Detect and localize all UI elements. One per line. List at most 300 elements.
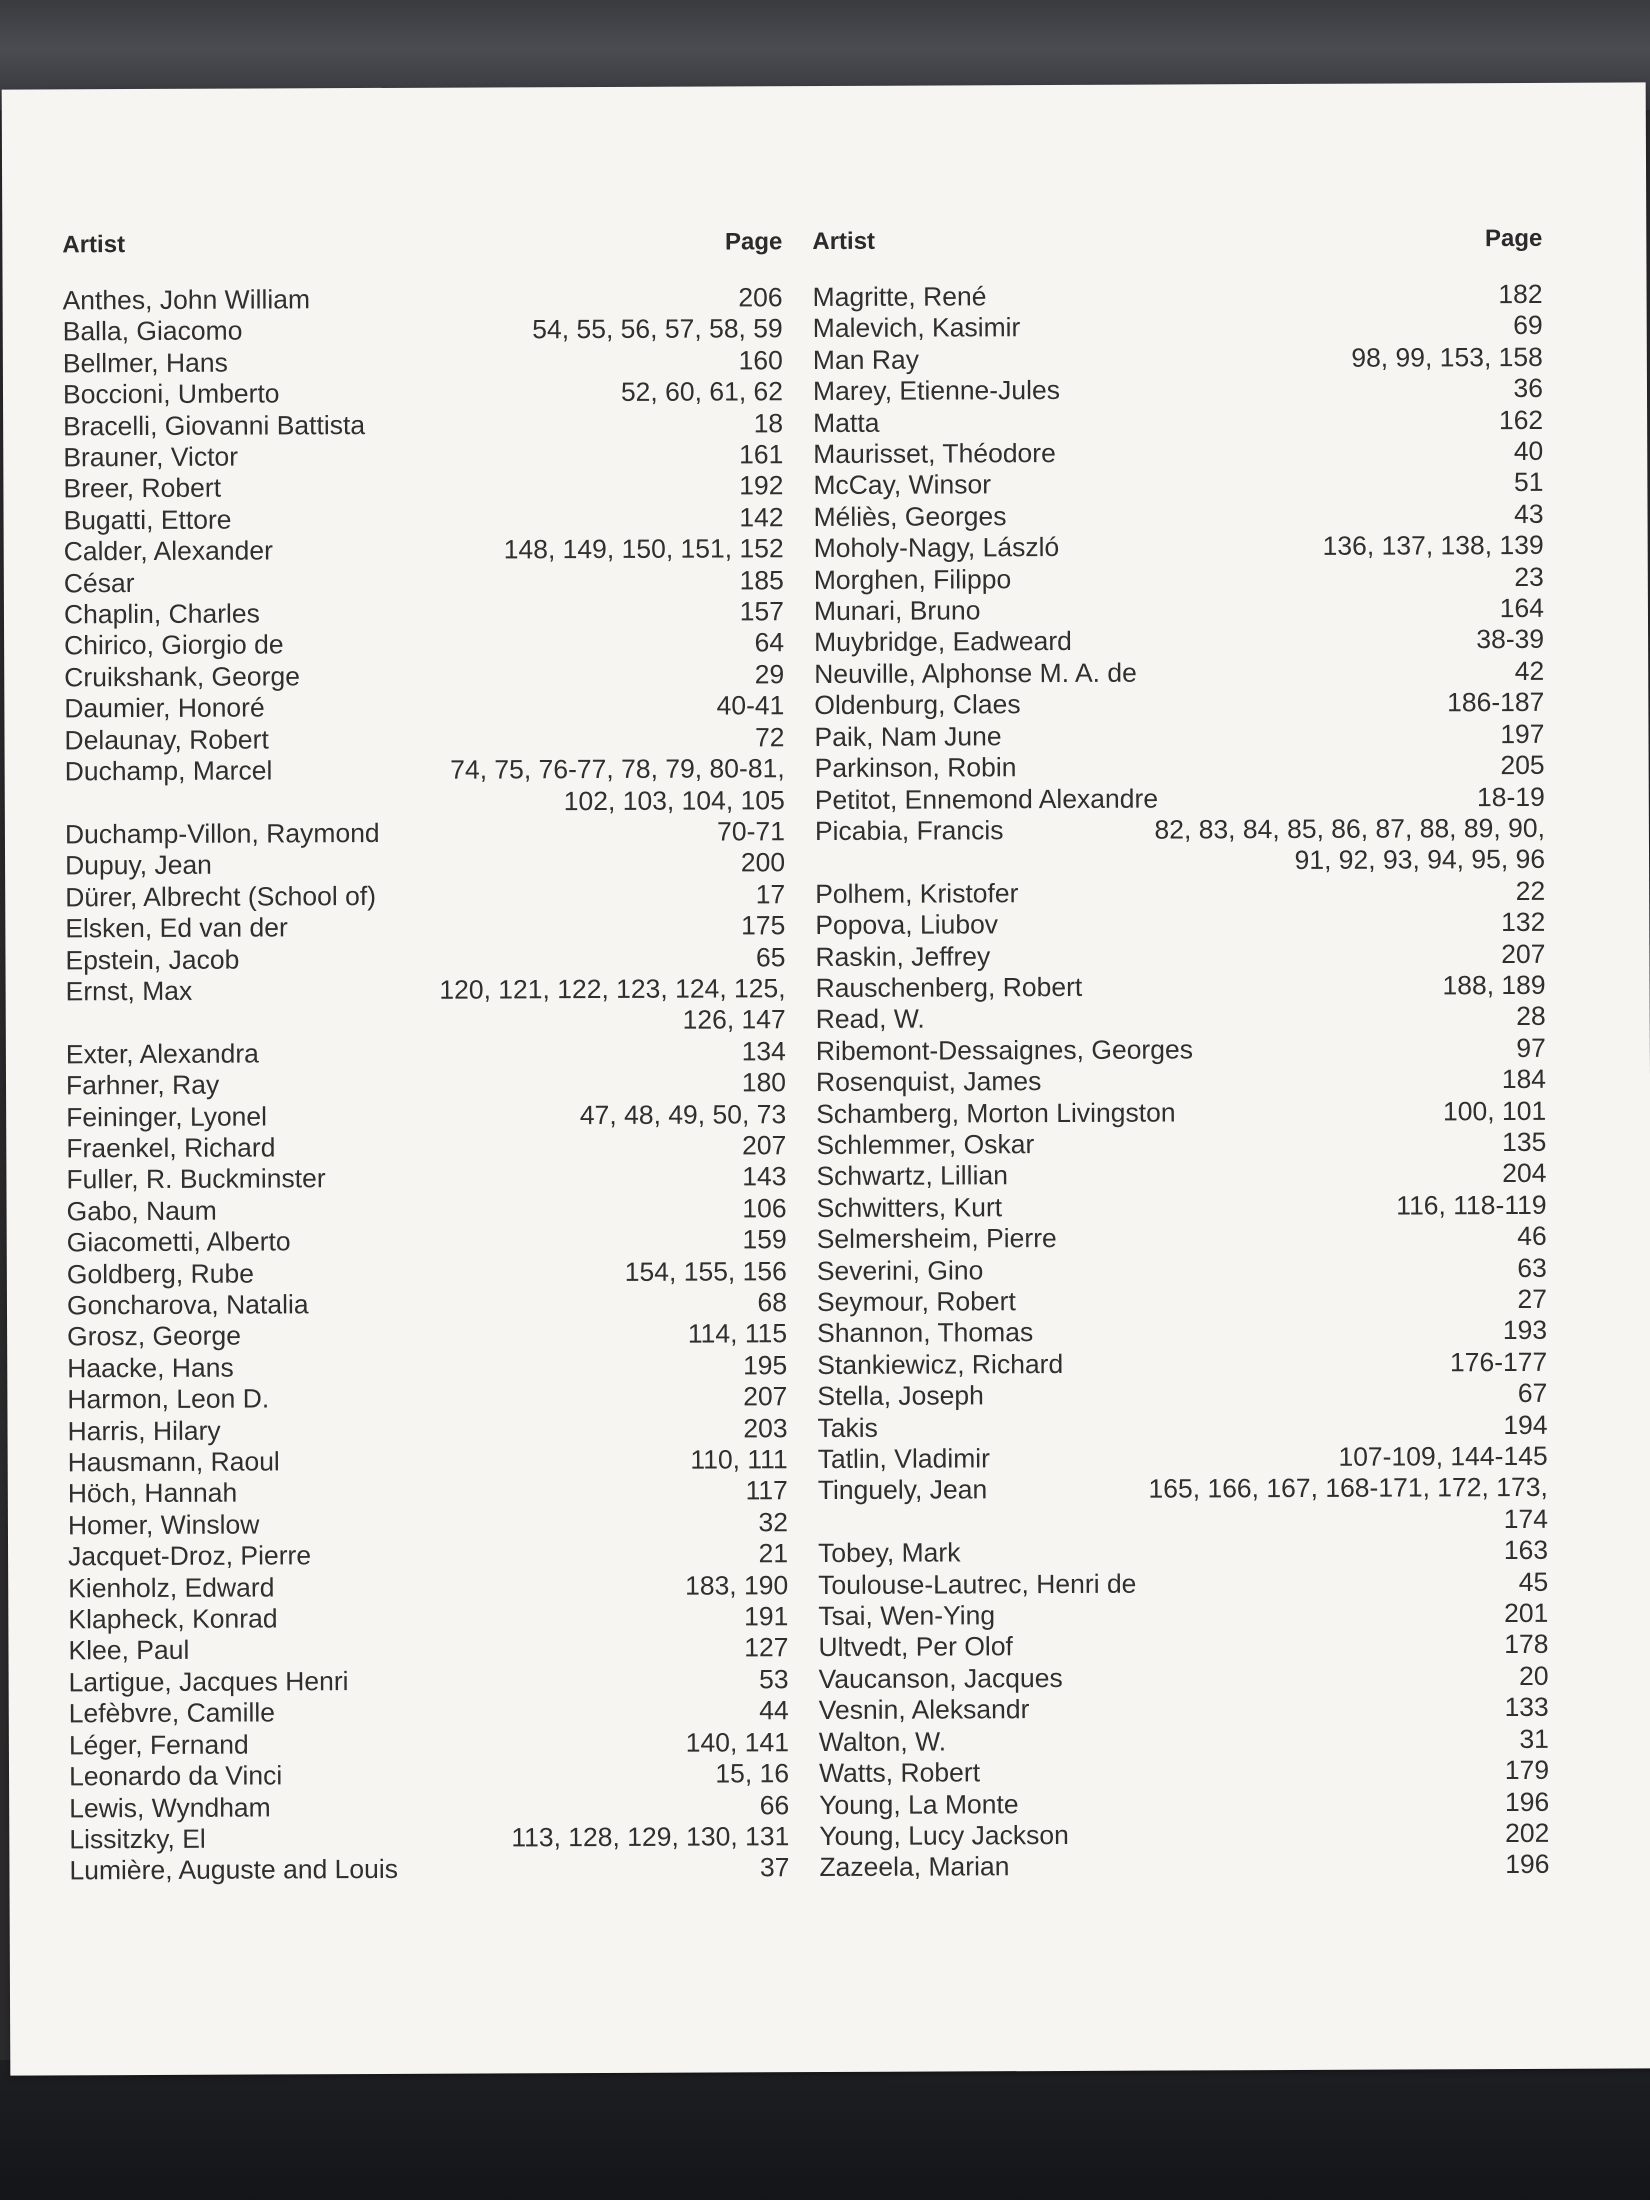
index-entry	[817, 1284, 1547, 1319]
page-numbers: 107-109, 144-145	[1338, 1440, 1548, 1472]
page-numbers: 196	[1504, 1786, 1550, 1817]
index-entry	[813, 310, 1543, 345]
artist-name: Stella, Joseph	[817, 1380, 984, 1412]
page-numbers: 207	[743, 1381, 788, 1412]
page-numbers: 120, 121, 122, 123, 124, 125, 126, 147	[439, 973, 786, 1035]
page-numbers: 46	[1517, 1221, 1547, 1252]
index-entry	[818, 1598, 1548, 1633]
index-entry	[66, 973, 786, 1039]
page-numbers: 179	[1504, 1754, 1550, 1786]
artist-name: Elsken, Ed van der	[65, 912, 288, 944]
index-entry	[69, 1664, 789, 1699]
page-numbers: 135	[1501, 1126, 1547, 1158]
page-numbers: 127	[744, 1632, 789, 1663]
artist-name: Boccioni, Umberto	[62, 378, 280, 410]
page-numbers: 180	[741, 1067, 787, 1098]
page-numbers: 52, 60, 61, 62	[620, 376, 784, 408]
page-numbers: 185	[739, 564, 784, 596]
artist-name: Chaplin, Charles	[63, 598, 260, 630]
artist-name: Bellmer, Hans	[62, 347, 228, 379]
artist-name: Petitot, Ennemond Alexandre	[814, 783, 1159, 815]
index-entries-left	[63, 282, 790, 1887]
index-entry	[69, 1727, 789, 1762]
page-numbers: 37	[759, 1852, 790, 1883]
artist-name: Cruikshank, George	[64, 661, 300, 693]
index-entry	[66, 1036, 786, 1071]
index-entry	[63, 471, 783, 506]
index-entry	[63, 439, 783, 474]
index-entry	[816, 1064, 1546, 1099]
page-numbers: 175	[741, 910, 786, 941]
artist-name: Popova, Liubov	[815, 909, 999, 941]
artist-name: Stankiewicz, Richard	[817, 1348, 1064, 1380]
artist-name: Breer, Robert	[63, 473, 222, 504]
page-numbers: 66	[759, 1789, 790, 1820]
page-numbers: 154, 155, 156	[624, 1255, 787, 1287]
artist-name: Daumier, Honoré	[64, 692, 265, 724]
artist-name: Schamberg, Morton Livingston	[816, 1097, 1176, 1129]
index-entry	[68, 1633, 788, 1668]
page-numbers: 51	[1513, 467, 1544, 498]
artist-name: Leonardo da Vinci	[68, 1760, 283, 1792]
index-entry	[817, 1315, 1547, 1350]
artist-name: Read, W.	[815, 1003, 925, 1035]
index-entry	[817, 1221, 1547, 1256]
artist-name: Parkinson, Robin	[814, 752, 1017, 784]
artist-name: McCay, Winsor	[813, 469, 992, 501]
index-entry	[818, 1567, 1548, 1602]
page-numbers: 195	[742, 1349, 788, 1381]
index-entry	[64, 690, 784, 725]
index-entry	[819, 1724, 1549, 1759]
artist-name: Picabia, Francis	[814, 815, 1004, 846]
page-numbers: 165, 166, 167, 168-171, 172, 173, 174	[1148, 1472, 1548, 1534]
index-entry	[68, 1444, 788, 1479]
index-entry	[819, 1849, 1549, 1884]
page-numbers: 98, 99, 153, 158	[1351, 341, 1543, 373]
artist-name: Anthes, John William	[62, 284, 311, 316]
artist-name: Bugatti, Ettore	[63, 504, 232, 536]
page-numbers: 18-19	[1476, 781, 1545, 812]
artist-name: Klapheck, Konrad	[68, 1603, 278, 1635]
artist-name: Raskin, Jeffrey	[815, 940, 991, 972]
artist-name: Man Ray	[812, 344, 919, 375]
index-entry	[813, 436, 1543, 471]
page-numbers: 203	[743, 1412, 788, 1443]
artist-name: Grosz, George	[67, 1320, 241, 1352]
index-entry	[67, 1287, 787, 1322]
page-numbers: 64	[754, 627, 785, 658]
page-numbers: 191	[744, 1601, 789, 1632]
artist-name: Bracelli, Giovanni Battista	[63, 409, 366, 441]
page-numbers: 182	[1498, 278, 1543, 310]
page-numbers: 159	[742, 1224, 787, 1255]
artist-name: Balla, Giacomo	[62, 315, 243, 347]
artist-name: Goncharova, Natalia	[66, 1289, 309, 1321]
page-numbers: 193	[1502, 1315, 1548, 1346]
artist-name: Neuville, Alphonse M. A. de	[814, 657, 1137, 689]
page-numbers: 194	[1503, 1409, 1548, 1440]
artist-name: Takis	[817, 1412, 878, 1443]
index-entry	[65, 847, 785, 882]
page-numbers: 184	[1501, 1064, 1547, 1095]
index-entry	[66, 1130, 786, 1165]
page-numbers: 65	[755, 941, 786, 972]
artist-name: Jacquet-Droz, Pierre	[68, 1540, 312, 1572]
artist-name: Ribemont-Dessaignes, Georges	[815, 1034, 1194, 1066]
index-entry	[67, 1381, 787, 1416]
index-entry	[818, 1472, 1548, 1538]
artist-name: Schwartz, Lillian	[816, 1160, 1008, 1192]
artist-name: Gabo, Naum	[66, 1195, 217, 1227]
index-entry	[814, 562, 1544, 597]
index-entry	[818, 1441, 1548, 1476]
artist-header: Artist	[812, 227, 876, 256]
page-numbers: 143	[742, 1161, 787, 1192]
artist-name: Homer, Winslow	[67, 1509, 260, 1541]
page-numbers: 157	[739, 596, 785, 627]
page-numbers: 116, 118-119	[1396, 1189, 1547, 1221]
index-entry	[67, 1350, 787, 1385]
page-header: Page	[1484, 224, 1543, 253]
page-numbers: 31	[1519, 1723, 1549, 1754]
artist-name: Toulouse-Lautrec, Henri de	[818, 1568, 1137, 1600]
artist-name: Schwitters, Kurt	[816, 1192, 1003, 1223]
artist-name: Dupuy, Jean	[64, 849, 212, 881]
index-entry	[815, 938, 1545, 973]
artist-name: Seymour, Robert	[816, 1286, 1016, 1318]
artist-name: Calder, Alexander	[63, 535, 273, 567]
index-entry	[819, 1755, 1549, 1790]
index-entry	[819, 1661, 1549, 1696]
page-numbers: 134	[741, 1035, 786, 1067]
index-column-right	[812, 225, 1549, 1884]
index-entry	[67, 1319, 787, 1354]
artist-name: Ultvedt, Per Olof	[818, 1631, 1013, 1663]
artist-name: Giacometti, Alberto	[66, 1226, 291, 1258]
index-entry	[813, 279, 1543, 314]
index-entry	[817, 1347, 1547, 1382]
page-numbers: 178	[1504, 1629, 1549, 1660]
artist-name: Feininger, Lyonel	[66, 1101, 268, 1132]
artist-name: Höch, Hannah	[67, 1478, 238, 1509]
artist-name: Oldenburg, Claes	[814, 689, 1021, 721]
index-entry	[813, 467, 1543, 502]
index-entry	[816, 1033, 1546, 1068]
page-numbers: 114, 115	[687, 1318, 788, 1350]
page-numbers: 205	[1500, 749, 1545, 781]
page-numbers: 106	[742, 1192, 787, 1224]
artist-name: Schlemmer, Oskar	[816, 1129, 1035, 1161]
index-entry	[65, 816, 785, 851]
index-entry	[64, 628, 784, 663]
artist-name: Walton, W.	[818, 1726, 947, 1757]
page-numbers: 176-177	[1449, 1346, 1548, 1378]
artist-name: Severini, Gino	[816, 1254, 984, 1286]
artist-name: Fraenkel, Richard	[66, 1132, 276, 1164]
page-header: Page	[724, 228, 783, 256]
index-entry	[816, 970, 1546, 1005]
artist-name: Polhem, Kristofer	[815, 877, 1019, 909]
artist-name: Haacke, Hans	[67, 1352, 234, 1384]
artist-name: Tsai, Wen-Ying	[818, 1600, 996, 1632]
page-numbers: 36	[1513, 373, 1544, 404]
index-entry	[816, 1158, 1546, 1193]
index-entry	[67, 1256, 787, 1291]
artist-name: Klee, Paul	[68, 1635, 190, 1666]
artist-name: Selmersheim, Pierre	[816, 1223, 1057, 1255]
artist-name: Zazeela, Marian	[819, 1851, 1010, 1883]
page-numbers: 44	[759, 1695, 789, 1726]
index-entry	[67, 1224, 787, 1259]
index-entry	[68, 1538, 788, 1573]
index-entry	[816, 1127, 1546, 1162]
book-page	[2, 82, 1650, 2075]
index-entry	[68, 1507, 788, 1542]
artist-name: Kienholz, Edward	[68, 1572, 275, 1603]
index-entry	[65, 879, 785, 914]
artist-name: Tobey, Mark	[818, 1537, 961, 1569]
page-numbers: 18	[753, 407, 784, 438]
artist-name: Paik, Nam June	[814, 720, 1002, 752]
index-entry	[814, 656, 1544, 691]
artist-name: Young, La Monte	[819, 1788, 1019, 1820]
page-numbers: 164	[1499, 592, 1545, 624]
artist-name: Young, Lucy Jackson	[819, 1819, 1069, 1851]
artist-name: Goldberg, Rube	[66, 1258, 255, 1289]
artist-name: Watts, Robert	[818, 1757, 981, 1789]
index-entry	[813, 342, 1543, 377]
page-numbers: 140, 141	[685, 1726, 789, 1758]
index-entry	[63, 282, 783, 317]
artist-name: Lewis, Wyndham	[69, 1791, 271, 1823]
artist-name: César	[63, 567, 135, 598]
index-entry	[816, 1190, 1546, 1225]
page-numbers: 69	[1513, 310, 1543, 341]
index-entry	[66, 1099, 786, 1134]
artist-name: Brauner, Victor	[63, 441, 239, 473]
artist-name: Muybridge, Eadweard	[814, 626, 1072, 658]
page-numbers: 133	[1504, 1692, 1549, 1723]
index-entry	[69, 1821, 789, 1856]
artist-name: Duchamp, Marcel	[64, 755, 273, 787]
index-entry	[818, 1629, 1548, 1664]
page-numbers: 17	[755, 878, 786, 910]
artist-name: Hausmann, Raoul	[67, 1446, 280, 1478]
page-numbers: 70-71	[717, 816, 785, 847]
page-numbers: 100, 101	[1442, 1095, 1547, 1126]
page-numbers: 63	[1517, 1252, 1547, 1283]
artist-name: Lefèbvre, Camille	[68, 1697, 276, 1729]
index-entry	[69, 1758, 789, 1793]
artist-name: Morghen, Filippo	[813, 563, 1012, 595]
page-numbers: 117	[745, 1475, 788, 1506]
artist-name: Harmon, Leon D.	[67, 1383, 270, 1415]
index-entry	[69, 1695, 789, 1730]
artist-name: Rauschenberg, Robert	[815, 971, 1083, 1003]
page-numbers: 132	[1501, 906, 1546, 938]
index-entry	[65, 942, 785, 977]
page-numbers: 38-39	[1476, 624, 1545, 655]
page-numbers: 136, 137, 138, 139	[1322, 530, 1544, 562]
artist-name: Rosenquist, James	[815, 1066, 1042, 1098]
index-entry	[69, 1790, 789, 1825]
index-entry	[818, 1535, 1548, 1570]
index-entry	[816, 1095, 1546, 1130]
page-numbers: 32	[758, 1507, 788, 1538]
index-entry	[815, 813, 1545, 879]
page-numbers: 142	[739, 502, 784, 533]
artist-name: Duchamp-Villon, Raymond	[64, 817, 380, 850]
artist-name: Moholy-Nagy, László	[813, 532, 1060, 564]
page-numbers: 197	[1500, 718, 1545, 749]
page-numbers: 27	[1517, 1283, 1548, 1314]
page-numbers: 54, 55, 56, 57, 58, 59	[532, 313, 783, 345]
index-entry	[815, 781, 1545, 816]
artist-name: Fuller, R. Buckminster	[66, 1163, 326, 1195]
index-entry	[63, 345, 783, 380]
index-entry	[819, 1786, 1549, 1821]
page-numbers: 183, 190	[684, 1569, 789, 1601]
index-entry	[817, 1378, 1547, 1413]
page-numbers: 202	[1505, 1817, 1550, 1848]
index-entry	[819, 1692, 1549, 1727]
artist-name: Farhner, Ray	[65, 1069, 220, 1101]
index-entry	[813, 499, 1543, 534]
page-numbers: 23	[1514, 561, 1544, 592]
page-numbers: 204	[1502, 1158, 1547, 1189]
page-numbers: 15, 16	[715, 1758, 790, 1789]
index-entry	[67, 1413, 787, 1448]
page-numbers: 200	[740, 847, 786, 878]
page-numbers: 160	[738, 345, 783, 376]
index-entry	[64, 533, 784, 568]
artist-name: Shannon, Thomas	[817, 1317, 1034, 1349]
artist-name: Méliès, Georges	[813, 501, 1007, 532]
artist-name: Ernst, Max	[65, 975, 193, 1007]
page-numbers: 186-187	[1447, 687, 1545, 718]
artist-name: Chirico, Giorgio de	[64, 629, 284, 661]
page-numbers: 68	[757, 1287, 788, 1318]
page-numbers: 82, 83, 84, 85, 86, 87, 88, 89, 90, 91, 92, 93, 94, 95, 96	[1154, 812, 1546, 876]
index-entry	[813, 404, 1543, 439]
index-entry	[64, 659, 784, 694]
page-numbers: 72	[754, 721, 785, 753]
page-numbers: 53	[759, 1664, 789, 1695]
index-entry	[64, 565, 784, 600]
artist-name: Magritte, René	[812, 281, 987, 313]
index-entry	[63, 376, 783, 411]
page-numbers: 45	[1518, 1566, 1549, 1597]
page-numbers: 21	[758, 1538, 789, 1569]
page-numbers: 162	[1498, 404, 1544, 435]
index-entries-right	[813, 279, 1550, 1884]
index-entry	[63, 408, 783, 443]
artist-name: Tatlin, Vladimir	[817, 1443, 991, 1475]
page-numbers: 201	[1504, 1597, 1549, 1629]
artist-name: Munari, Bruno	[813, 595, 981, 627]
index-entry	[68, 1601, 788, 1636]
page-numbers: 47, 48, 49, 50, 73	[579, 1098, 787, 1130]
artist-name: Malevich, Kasimir	[812, 312, 1021, 344]
column-header	[812, 225, 1542, 282]
artist-name: Marey, Etienne-Jules	[812, 375, 1061, 407]
index-entry	[819, 1818, 1549, 1853]
index-entry	[814, 624, 1544, 659]
page-numbers: 28	[1516, 1001, 1546, 1032]
background-table	[0, 2060, 1650, 2200]
artist-name: Epstein, Jacob	[65, 944, 240, 975]
index-entry	[817, 1409, 1547, 1444]
index-entry	[815, 750, 1545, 785]
page-numbers: 42	[1514, 655, 1545, 686]
artist-name: Matta	[813, 407, 880, 438]
page-numbers: 97	[1516, 1032, 1546, 1063]
index-entry	[66, 1067, 786, 1102]
index-entry	[64, 722, 784, 757]
artist-name: Léger, Fernand	[68, 1729, 249, 1761]
page-numbers: 40	[1513, 435, 1544, 467]
page-numbers: 40-41	[716, 690, 785, 721]
artist-name: Exter, Alexandra	[65, 1038, 259, 1070]
page-numbers: 207	[742, 1130, 787, 1161]
index-entry	[68, 1570, 788, 1605]
index-entry	[813, 373, 1543, 408]
page-numbers: 67	[1517, 1378, 1548, 1409]
index-entry	[64, 596, 784, 631]
column-header	[62, 228, 782, 285]
page-numbers: 188, 189	[1442, 969, 1546, 1001]
index-entry	[67, 1193, 787, 1228]
artist-name: Lissitzky, El	[69, 1823, 206, 1855]
index-entry	[815, 907, 1545, 942]
artist-name: Harris, Hilary	[67, 1415, 221, 1446]
page-numbers: 207	[1501, 938, 1546, 969]
page-numbers: 43	[1513, 498, 1544, 529]
index-entry	[817, 1252, 1547, 1287]
artist-name: Tinguely, Jean	[817, 1474, 988, 1506]
page-numbers: 163	[1503, 1535, 1549, 1566]
page-numbers: 113, 128, 129, 130, 131	[511, 1821, 790, 1853]
index-entry	[815, 876, 1545, 911]
artist-name: Vaucanson, Jacques	[818, 1662, 1063, 1694]
index-entry	[68, 1476, 788, 1511]
page-numbers: 110, 111	[690, 1444, 788, 1475]
index-entry	[69, 1852, 789, 1887]
index-entry	[816, 1001, 1546, 1036]
artist-name: Lartigue, Jacques Henri	[68, 1665, 349, 1698]
page-numbers: 148, 149, 150, 151, 152	[503, 533, 784, 565]
page-numbers: 22	[1515, 875, 1546, 906]
index-entry	[63, 502, 783, 537]
page-numbers: 196	[1505, 1849, 1550, 1880]
index-column-left	[62, 228, 789, 1887]
page-numbers: 206	[738, 282, 783, 313]
index-entry	[66, 1162, 786, 1197]
artist-header: Artist	[62, 231, 126, 259]
artist-name: Delaunay, Robert	[64, 724, 269, 756]
index-entry	[63, 314, 783, 349]
artist-name: Dürer, Albrecht (School of)	[65, 880, 377, 913]
index-entry	[65, 910, 785, 945]
artist-name: Vesnin, Aleksandr	[818, 1694, 1030, 1726]
page-numbers: 192	[739, 470, 784, 501]
index-entry	[814, 719, 1544, 754]
artist-name: Maurisset, Théodore	[813, 438, 1056, 470]
index-entry	[814, 593, 1544, 628]
page-numbers: 74, 75, 76-77, 78, 79, 80-81, 102, 103, 104, 105	[450, 753, 785, 816]
index-entry	[65, 753, 785, 819]
